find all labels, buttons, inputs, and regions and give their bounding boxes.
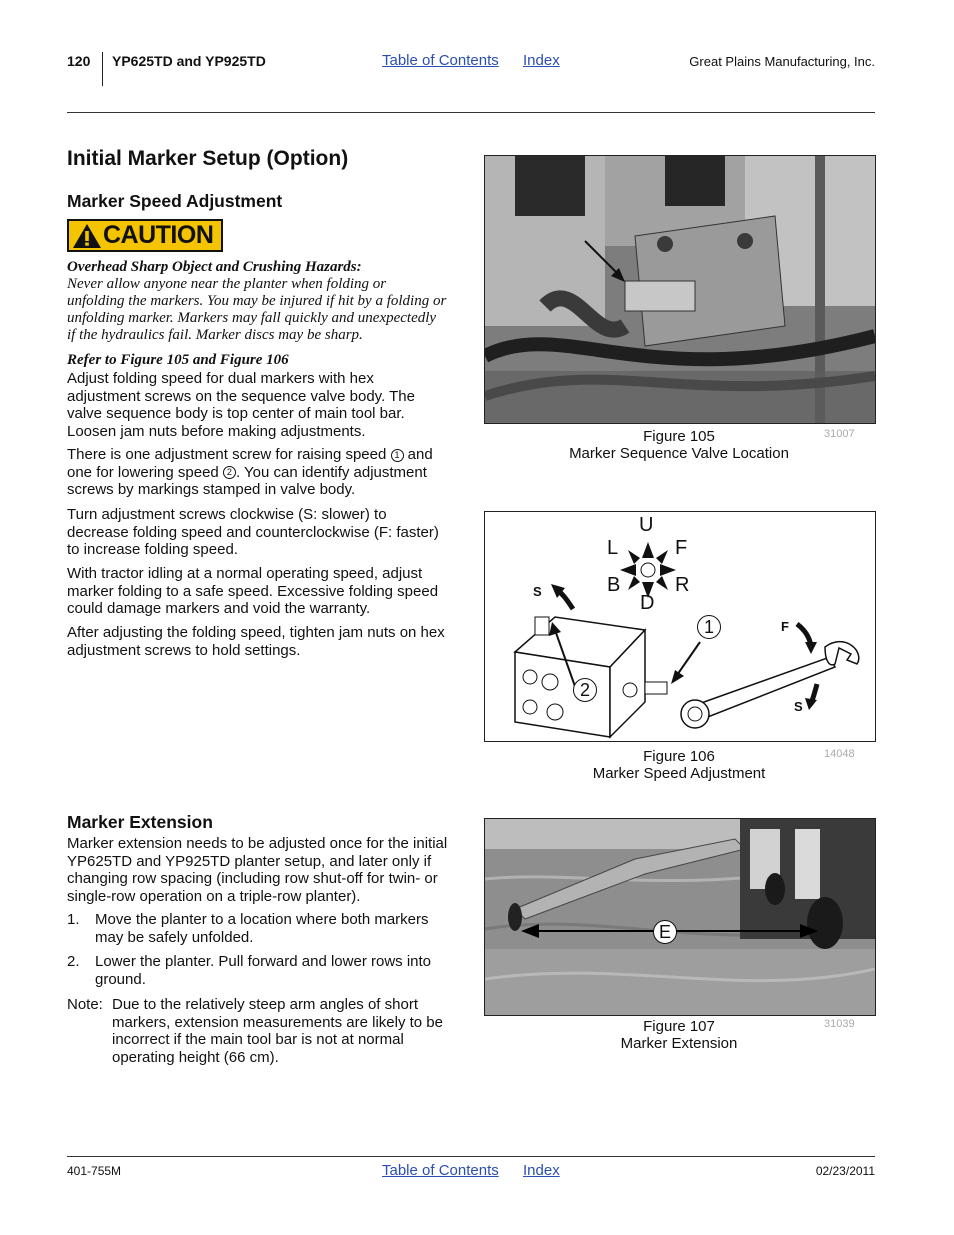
- footer-date: 02/23/2011: [815, 1164, 875, 1178]
- header-divider: [102, 52, 103, 86]
- text-line: Due to the relatively steep arm angles of short: [112, 996, 418, 1013]
- text-line: markers, extension measurements are likely to be: [112, 1013, 443, 1031]
- text-run: and: [407, 446, 433, 463]
- text-line: Turn adjustment screws clockwise (S: slower) to: [67, 506, 387, 523]
- step-1-text: [95, 911, 455, 946]
- header-rule: [67, 112, 875, 113]
- refer-figures: Refer to Figure 105 and Figure 106: [67, 352, 289, 368]
- step-1-number: 1.: [67, 911, 80, 928]
- note-label: Note:: [67, 996, 103, 1013]
- callout-e: E: [653, 920, 677, 944]
- page-number: 120: [67, 53, 91, 69]
- hazard-line-2: unfolding the markers. You may be injured if hit by a folding or: [67, 293, 447, 309]
- text-line: YP625TD and YP925TD planter setup, and later only if: [67, 852, 432, 870]
- hazard-line-1: Never allow anyone near the planter when folding or: [67, 276, 387, 292]
- footer-index-link[interactable]: Index: [523, 1162, 560, 1179]
- text-line: Loosen jam nuts before making adjustments.: [67, 422, 366, 440]
- slower-label-bottom: S: [794, 699, 803, 714]
- slower-label-top: S: [533, 584, 542, 599]
- header-toc-link[interactable]: Table of Contents: [382, 52, 499, 69]
- compass-up-label: U: [639, 514, 654, 536]
- compass-front-label: F: [675, 537, 688, 559]
- text-line: marker folding to a safe speed. Excessive folding speed: [67, 582, 439, 600]
- figure-105-id: 31007: [824, 428, 855, 440]
- figure-106-id: 14048: [824, 748, 855, 760]
- footer-doc-number: 401-755M: [67, 1164, 122, 1178]
- compass-down-label: D: [640, 592, 655, 614]
- speed-paragraph-1: [67, 370, 459, 440]
- text-line: incorrect if the main tool bar is not at normal: [112, 1031, 404, 1048]
- compass-back-label: B: [607, 574, 621, 596]
- callout-1: 1: [697, 615, 721, 639]
- callout-circle-1: 1: [391, 449, 404, 462]
- speed-paragraph-5: [67, 624, 459, 659]
- text-run: . You can identify adjustment: [235, 463, 427, 481]
- caution-label: CAUTION: [103, 221, 214, 249]
- page-title: Initial Marker Setup (Option): [67, 147, 349, 170]
- speed-heading: Marker Speed Adjustment: [67, 191, 283, 211]
- compass-left-label: L: [607, 537, 619, 559]
- step-2-number: 2.: [67, 953, 80, 970]
- text-line: adjustment screws to hold settings.: [67, 641, 301, 659]
- figure-106-caption: Marker Speed Adjustment: [592, 765, 766, 782]
- text-line: [67, 446, 459, 464]
- hazard-line-4: if the hydraulics fail. Marker discs may be sharp.: [67, 327, 363, 343]
- text-line: Marker extension needs to be adjusted once for the initial: [67, 835, 448, 852]
- callout-2: 2: [573, 678, 597, 702]
- text-line: may be safely unfolded.: [95, 928, 254, 946]
- text-line: decrease folding speed and counterclockwise (F: faster): [67, 523, 439, 541]
- hazard-title: Overhead Sharp Object and Crushing Hazards:: [67, 259, 362, 275]
- figure-105-photo: [484, 155, 876, 424]
- figure-107-photo: [484, 818, 876, 1016]
- figure-105-number: Figure 105: [643, 428, 715, 445]
- speed-paragraph-2: [67, 446, 459, 499]
- text-line: Move the planter to a location where both markers: [95, 911, 429, 928]
- text-line: operating height (66 cm).: [112, 1048, 279, 1066]
- hazard-line-3: unfolding marker. Markers may fall quickly and unexpectedly: [67, 310, 437, 326]
- header-index-link[interactable]: Index: [523, 52, 560, 69]
- text-run: one for lowering speed: [67, 463, 219, 481]
- figure-107-id: 31039: [824, 1018, 855, 1030]
- extension-photo-illustration: [485, 819, 875, 1015]
- valve-photo-illustration: [485, 156, 875, 423]
- extension-paragraph-1: [67, 835, 459, 905]
- text-line: screws by markings stamped in valve body.: [67, 481, 356, 498]
- text-line: After adjusting the folding speed, tighten jam nuts on hex: [67, 624, 445, 641]
- callout-circle-2: 2: [223, 466, 236, 479]
- figure-106-drawing: [484, 511, 876, 742]
- text-line: Adjust folding speed for dual markers with hex: [67, 370, 374, 387]
- header-model: YP625TD and YP925TD: [112, 53, 266, 69]
- note-text: [112, 996, 462, 1066]
- speed-paragraph-4: [67, 565, 459, 618]
- header-company: Great Plains Manufacturing, Inc.: [689, 54, 875, 69]
- figure-107-number: Figure 107: [643, 1018, 715, 1035]
- footer-rule: [67, 1156, 875, 1157]
- step-2-text: [95, 953, 455, 988]
- text-line: changing row spacing (including row shut-off for twin- or: [67, 870, 438, 887]
- text-line: to increase folding speed.: [67, 541, 238, 558]
- compass-right-label: R: [675, 574, 690, 596]
- figure-105-caption: Marker Sequence Valve Location: [569, 445, 789, 462]
- figure-106-number: Figure 106: [643, 748, 715, 765]
- figure-107-caption: Marker Extension: [620, 1035, 738, 1052]
- speed-paragraph-3: [67, 506, 459, 559]
- footer-toc-link[interactable]: Table of Contents: [382, 1162, 499, 1179]
- warning-triangle-icon: [72, 223, 102, 249]
- caution-badge: [67, 219, 223, 252]
- text-line: Lower the planter. Pull forward and lower rows into: [95, 953, 432, 970]
- text-line: adjustment screws on the sequence valve body. The: [67, 387, 415, 405]
- text-line: With tractor idling at a normal operating speed, adjust: [67, 565, 423, 582]
- extension-heading: Marker Extension: [67, 812, 213, 832]
- text-line: could damage markers and void the warranty.: [67, 600, 371, 617]
- text-run: There is one adjustment screw for raising speed: [67, 446, 387, 463]
- text-line: [67, 464, 459, 482]
- text-line: valve sequence body is top center of main tool bar.: [67, 405, 405, 422]
- faster-label: F: [781, 619, 789, 634]
- text-line: ground.: [95, 970, 146, 988]
- text-line: single-row operation on a triple-row planter).: [67, 887, 361, 905]
